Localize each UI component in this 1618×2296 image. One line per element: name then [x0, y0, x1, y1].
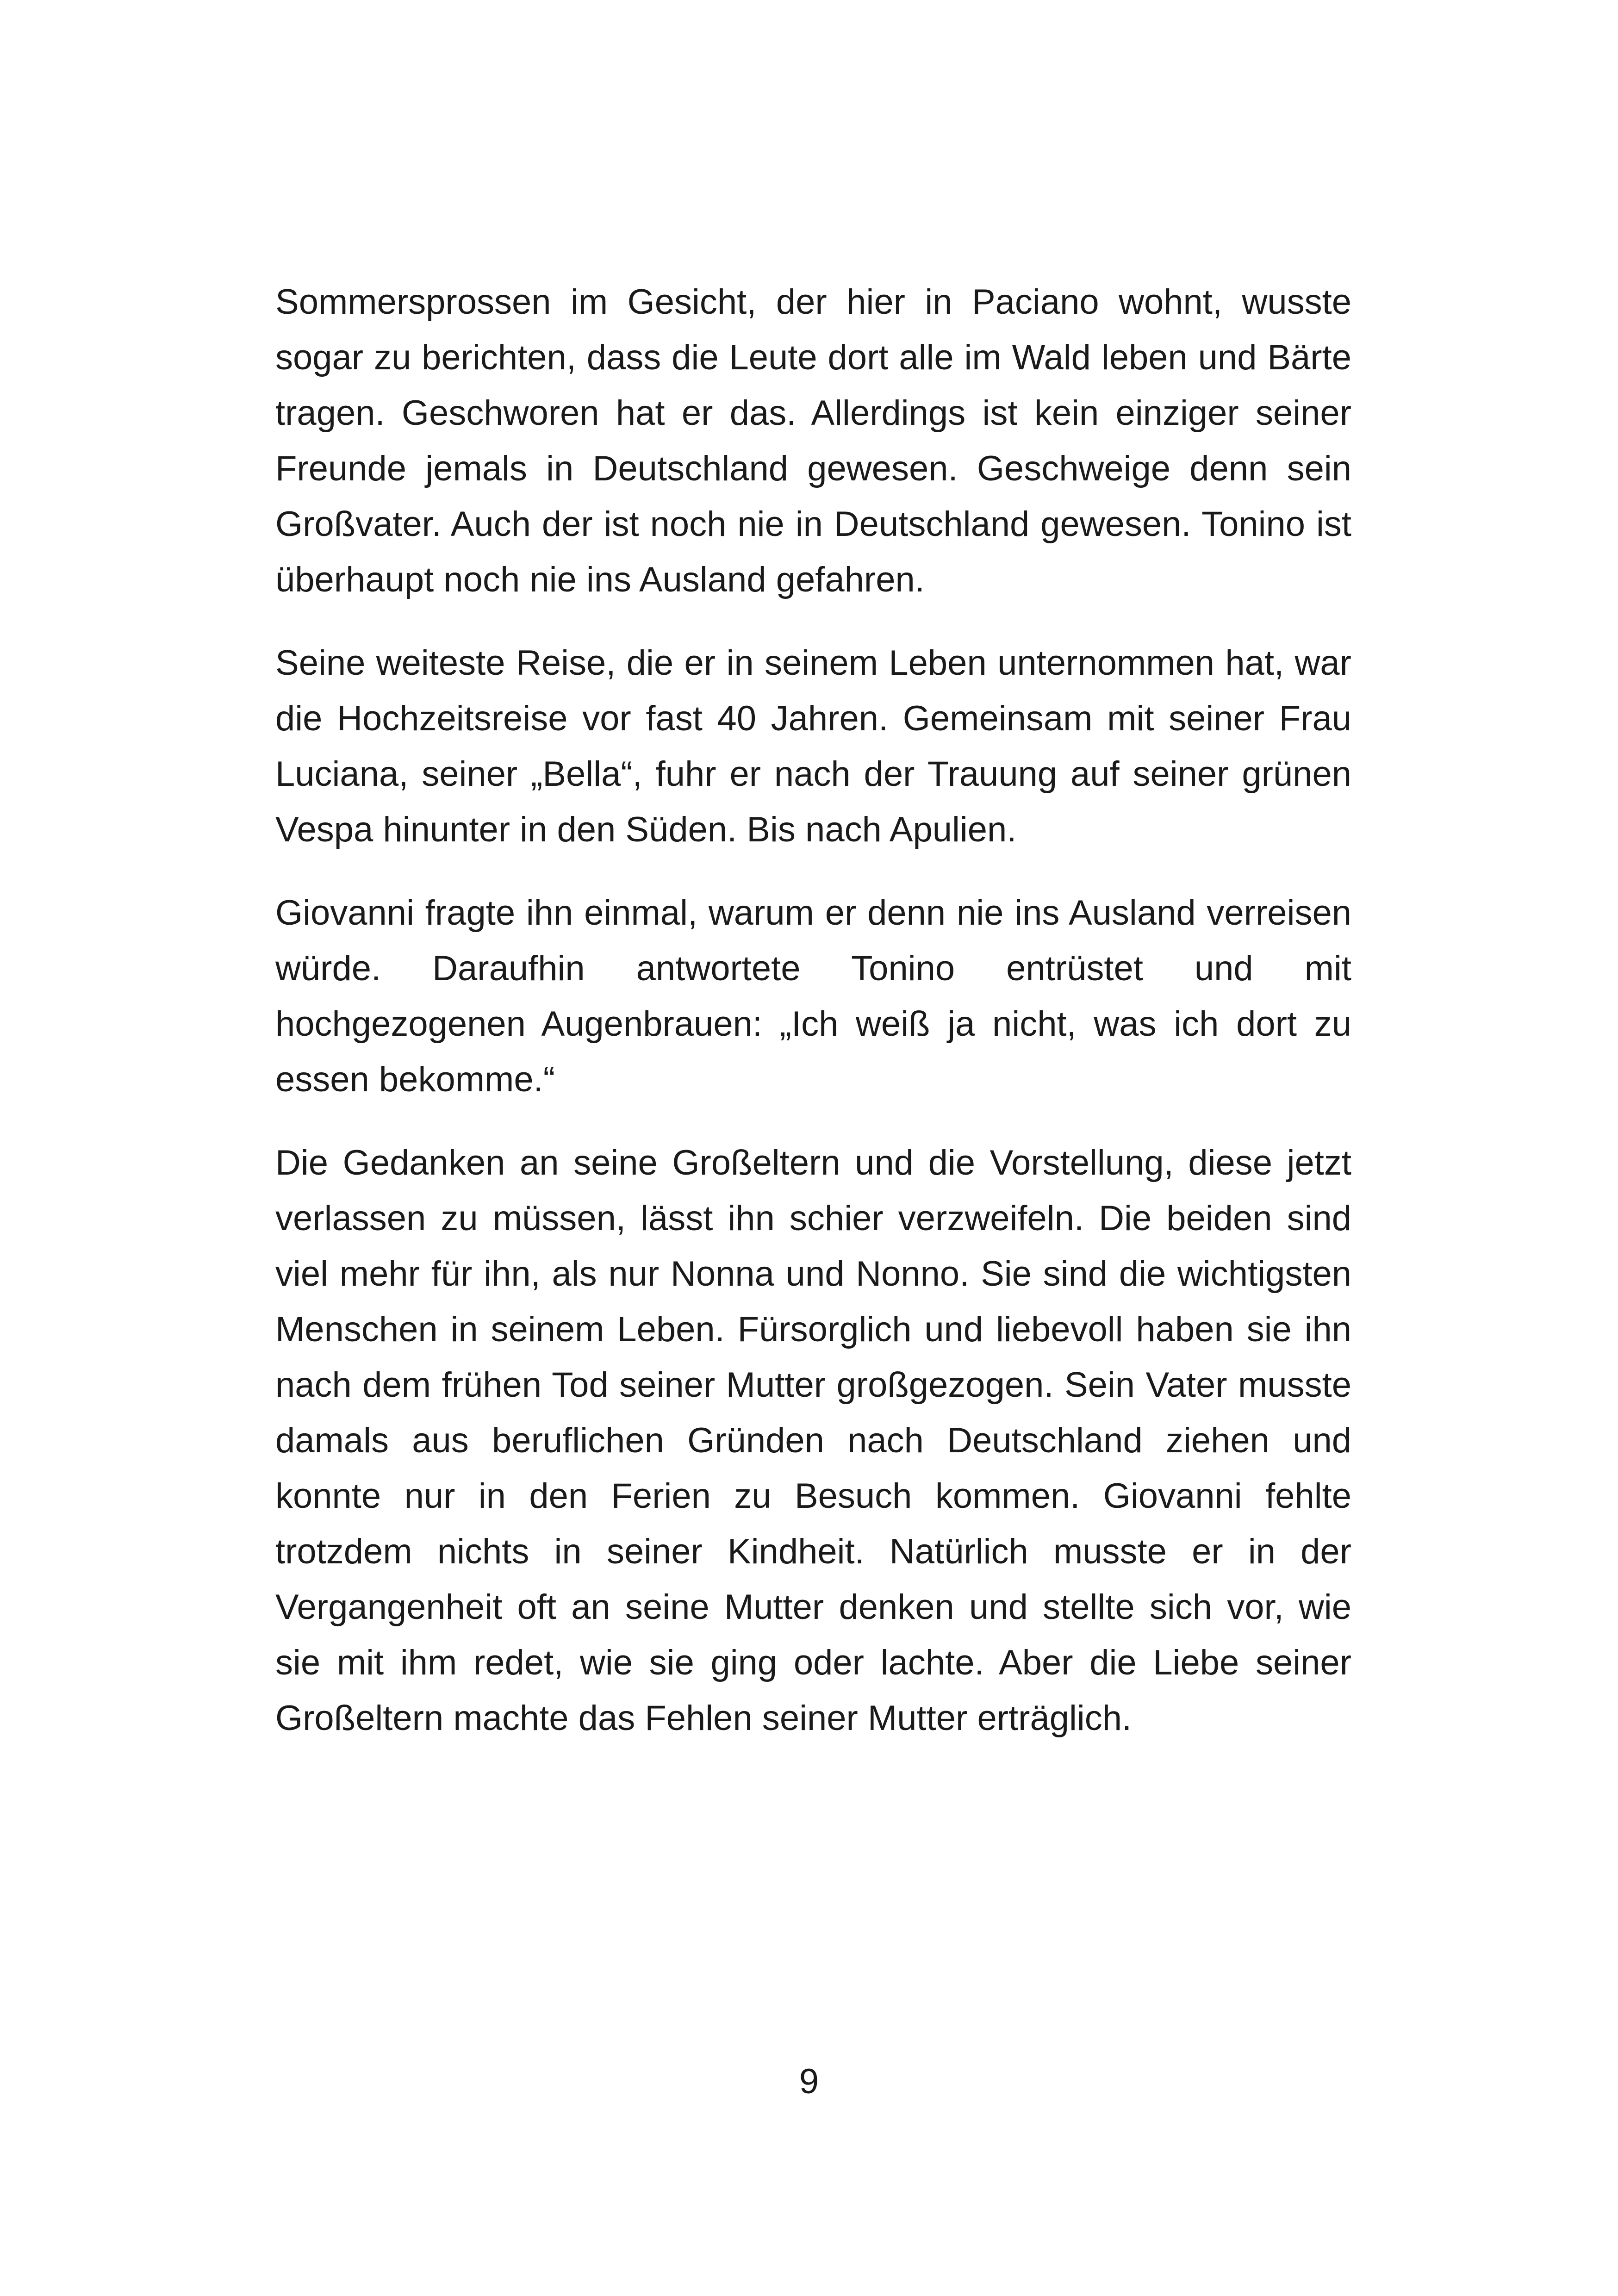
paragraph-4: Die Gedanken an seine Großeltern und die Vorstellung, diese jetzt verlassen zu müssen, lässt ihn schier verzweifeln. Die beiden sind viel mehr für ihn, als nur Nonna und Nonno. Sie sind die wichtigsten Menschen in seinem Leben. Fürsorglich und liebevoll haben sie ihn nach dem frühen Tod seiner Mutter großgezogen. Sein Vater musste damals aus beruflichen Gründen nach Deutschland ziehen und konnte nur in den Ferien zu Besuch kommen. Giovanni fehlte trotzdem nichts in seiner Kindheit. Natürlich musste er in der Vergangenheit oft an seine Mutter denken und stellte sich vor, wie sie mit ihm redet, wie sie ging oder lachte. Aber die Liebe seiner Großeltern machte das Fehlen seiner Mutter erträglich.: [275, 1143, 1351, 1738]
page-number: 9: [799, 2062, 819, 2101]
body-text: [275, 274, 1351, 1746]
paragraph-3: Giovanni fragte ihn einmal, warum er denn nie ins Ausland verreisen würde. Daraufhin antwortete Tonino entrüstet und mit hochgezogenen Augenbrauen: „Ich weiß ja nicht, was ich dort zu essen bekomme.“: [275, 893, 1351, 1099]
paragraph-1: Sommersprossen im Gesicht, der hier in Paciano wohnt, wusste sogar zu berichten, dass die Leute dort alle im Wald leben und Bärte tragen. Geschworen hat er das. Allerdings ist kein einziger seiner Freunde jemals in Deutschland gewesen. Geschweige denn sein Großvater. Auch der ist noch nie in Deutschland gewesen. Tonino ist überhaupt noch nie ins Ausland gefahren.: [275, 282, 1351, 599]
paragraph-2: Seine weiteste Reise, die er in seinem Leben unternommen hat, war die Hochzeitsreise vor fast 40 Jahren. Gemeinsam mit seiner Frau Luciana, seiner „Bella“, fuhr er nach der Trauung auf seiner grünen Vespa hinunter in den Süden. Bis nach Apulien.: [275, 643, 1351, 849]
